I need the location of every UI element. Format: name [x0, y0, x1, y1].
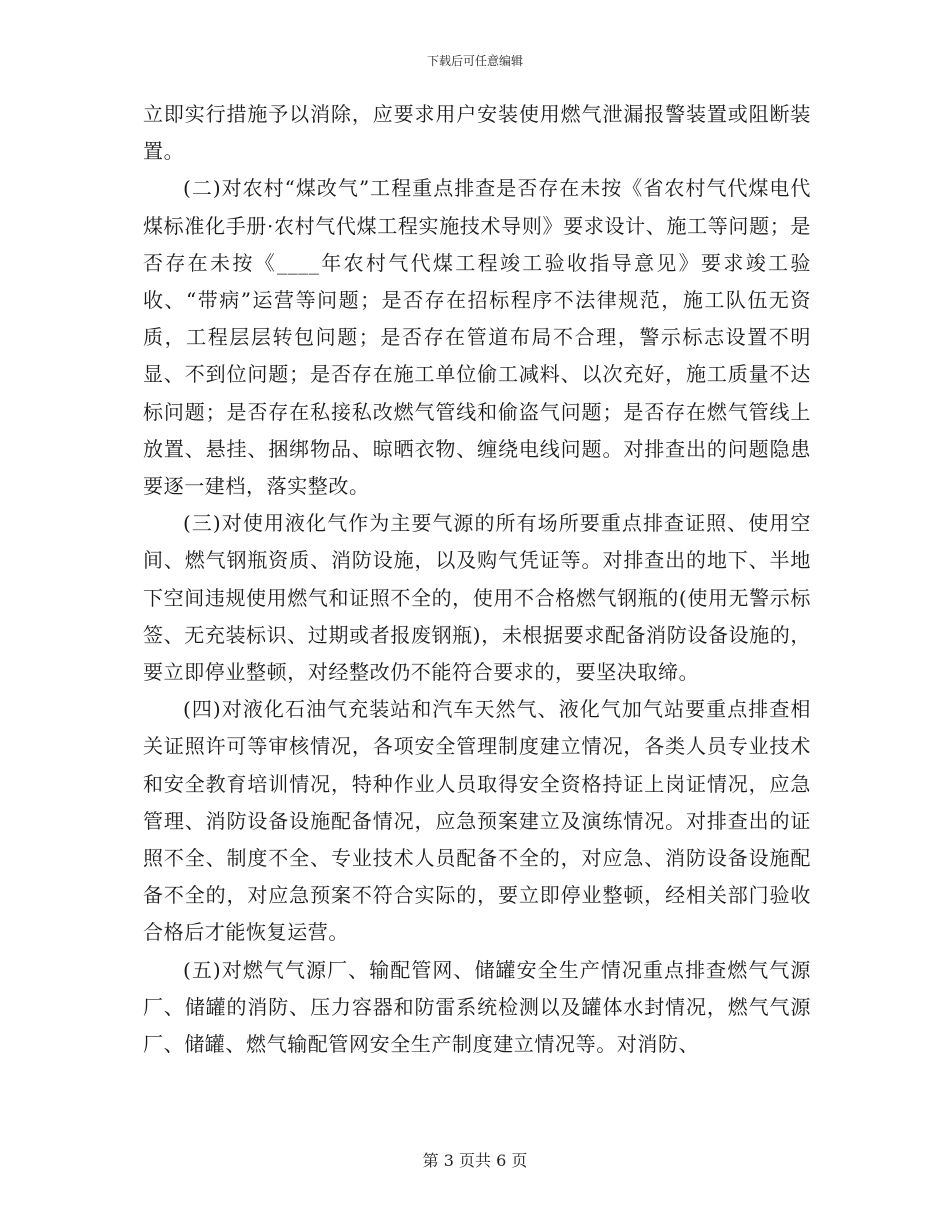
paragraph-lpg-sites: (三)对使用液化气作为主要气源的所有场所要重点排查证照、使用空间、燃气钢瓶资质、消防设施，以及购气凭证等。对排查出的地下、半地下空间违规使用燃气和证照不全的，使用不合格燃气钢瓶的(使用无警示标签、无充装标识、过期或者报废钢瓶)，未根据要求配备消防设备设施的，要立即停业整顿，对经整改仍不能符合要求的，要坚决取缔。 [143, 511, 811, 685]
paragraph-continuation: 立即实行措施予以消除，应要求用户安装使用燃气泄漏报警装置或阻断装置。 [143, 102, 811, 164]
page-header: 下载后可任意编辑 [426, 54, 523, 68]
document-body [143, 96, 811, 1063]
paragraph-gas-source: (五)对燃气气源厂、输配管网、储罐安全生产情况重点排查燃气气源厂、储罐的消防、压力容器和防雷系统检测以及罐体水封情况，燃气气源厂、储罐、燃气输配管网安全生产制度建立情况等。对消防、 [143, 957, 811, 1057]
page-footer: 第 3 页共 6 页 [422, 1151, 528, 1170]
paragraph-rural-gas: (二)对农村“煤改气”工程重点排查是否存在未按《省农村气代煤电代煤标准化手册·农村气代煤工程实施技术导则》要求设计、施工等问题；是否存在未按《____年农村气代煤工程竣工验收指导意见》要求竣工验收、“带病”运营等问题；是否存在招标程序不法律规范，施工队伍无资质，工程层层转包问题；是否存在管道布局不合理，警示标志设置不明显、不到位问题；是否存在施工单位偷工减料、以次充好，施工质量不达标问题；是否存在私接私改燃气管线和偷盗气问题；是否存在燃气管线上放置、悬挂、捆绑物品、晾晒衣物、缠绕电线问题。对排查出的问题隐患要逐一建档，落实整改。 [143, 176, 811, 499]
paragraph-filling-stations: (四)对液化石油气充装站和汽车天然气、液化气加气站要重点排查相关证照许可等审核情况，各项安全管理制度建立情况，各类人员专业技术和安全教育培训情况，特种作业人员取得安全资格持证上岗证情况，应急管理、消防设备设施配备情况，应急预案建立及演练情况。对排查出的证照不全、制度不全、专业技术人员配备不全的，对应急、消防设备设施配备不全的，对应急预案不符合实际的，要立即停业整顿，经相关部门验收合格后才能恢复运营。 [143, 697, 811, 945]
